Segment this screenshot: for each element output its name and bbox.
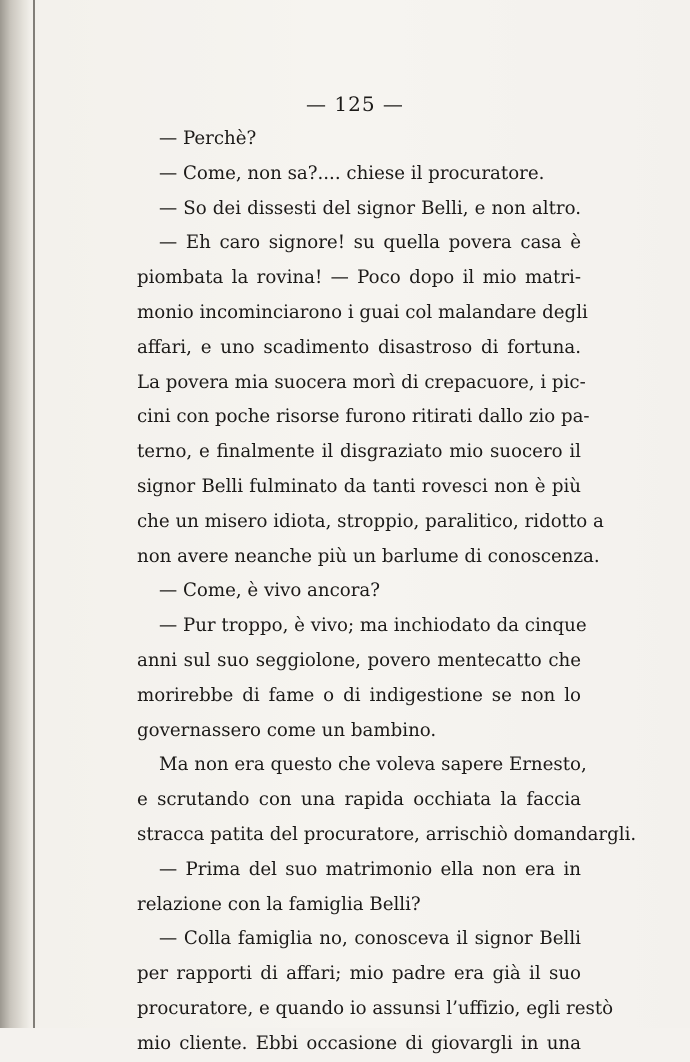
- text-line: affari, e uno scadimento disastroso di fortuna.: [137, 336, 581, 358]
- text-line: — Come, è vivo ancora?: [159, 580, 381, 602]
- text-line: non avere neanche più un barlume di conoscenza.: [137, 545, 600, 567]
- text-line: mio cliente. Ebbi occasione di giovargli in una: [137, 1032, 581, 1054]
- text-line: procuratore, e quando io assunsi l’uffizio, egli restò: [137, 997, 614, 1019]
- text-line: — So dei dissesti del signor Belli, e non altro.: [159, 197, 581, 219]
- text-line: che un misero idiota, stroppio, paralitico, ridotto a: [137, 510, 604, 532]
- text-line: — Pur troppo, è vivo; ma inchiodato da cinque: [159, 615, 587, 637]
- text-line: e scrutando con una rapida occhiata la faccia: [137, 789, 581, 811]
- page-binding-shadow: [0, 0, 30, 1028]
- text-line: terno, e finalmente il disgraziato mio suocero il: [137, 441, 581, 463]
- text-line: cini con poche risorse furono ritirati dallo zio pa-: [137, 406, 590, 428]
- text-line: piombata la rovina! — Poco dopo il mio matri-: [137, 267, 581, 289]
- text-line: — Perchè?: [159, 128, 257, 149]
- text-line: relazione con la famiglia Belli?: [137, 893, 421, 915]
- body-text: [137, 122, 637, 1062]
- text-line: morirebbe di fame o di indigestione se non lo: [137, 684, 581, 706]
- text-line: — Come, non sa?.... chiese il procuratore.: [159, 162, 545, 184]
- text-line: La povera mia suocera morì di crepacuore, i pic-: [137, 371, 586, 393]
- text-line: signor Belli fulminato da tanti rovesci non è più: [137, 475, 581, 497]
- text-line: Ma non era questo che voleva sapere Ernesto,: [159, 754, 587, 776]
- text-line: — Colla famiglia no, conosceva il signor Belli: [159, 928, 581, 950]
- text-line: — Prima del suo matrimonio ella non era in: [159, 858, 581, 880]
- page-number: — 125 —: [306, 92, 404, 116]
- page-binding-edge-line: [33, 0, 35, 1028]
- text-line: stracca patita del procuratore, arrischiò domandargli.: [137, 823, 637, 845]
- text-line: monio incominciarono i guai col malandare degli: [137, 301, 588, 323]
- text-line: anni sul suo seggiolone, povero mentecatto che: [137, 649, 581, 671]
- text-line: per rapporti di affari; mio padre era già il suo: [137, 963, 581, 985]
- text-line: — Eh caro signore! su quella povera casa è: [159, 232, 581, 254]
- text-line: governassero come un bambino.: [137, 719, 437, 741]
